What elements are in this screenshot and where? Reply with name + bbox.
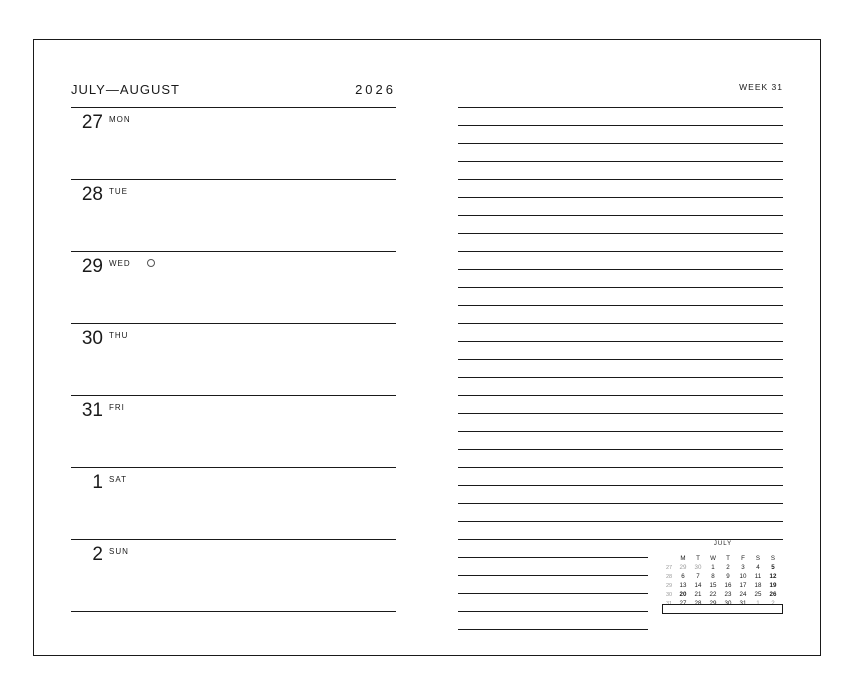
day-divider-line xyxy=(71,539,396,540)
mini-weekday-header: T xyxy=(726,555,730,562)
day-number: 2 xyxy=(92,544,103,565)
day-divider-line xyxy=(71,107,396,108)
note-line xyxy=(458,377,783,378)
mini-calendar-day: 31 xyxy=(739,600,747,607)
mini-calendar-day: 27 xyxy=(679,600,687,607)
mini-calendar-day: 30 xyxy=(694,564,702,571)
mini-calendar-day: 17 xyxy=(739,582,747,589)
mini-calendar-day: 21 xyxy=(694,591,702,598)
day-divider-line xyxy=(71,323,396,324)
note-line xyxy=(458,143,783,144)
mini-calendar-day: 9 xyxy=(726,573,730,580)
note-line xyxy=(458,215,783,216)
mini-calendar-day: 18 xyxy=(754,582,762,589)
mini-calendar-day: 23 xyxy=(724,591,732,598)
day-number: 30 xyxy=(81,328,103,349)
note-line xyxy=(458,521,783,522)
note-line xyxy=(458,179,783,180)
note-line xyxy=(458,233,783,234)
month-range-heading: JULY—AUGUST xyxy=(71,82,180,97)
day-name: TUE xyxy=(109,187,128,196)
mini-week-number: 31 xyxy=(665,601,673,607)
mini-calendar-day: 5 xyxy=(771,564,775,571)
note-line xyxy=(458,323,783,324)
mini-calendar-day: 2 xyxy=(726,564,730,571)
mini-calendar-day: 1 xyxy=(711,564,715,571)
day-divider-line xyxy=(71,179,396,180)
mini-calendar-day: 3 xyxy=(741,564,745,571)
week-label: WEEK 31 xyxy=(739,82,783,92)
note-line xyxy=(458,395,783,396)
note-line xyxy=(458,197,783,198)
mini-calendar-day: 13 xyxy=(679,582,687,589)
day-number: 27 xyxy=(81,112,103,133)
mini-weekday-header: S xyxy=(755,555,761,562)
note-line xyxy=(458,557,648,558)
mini-week-number: 28 xyxy=(665,574,673,580)
mini-calendar-day: 6 xyxy=(681,573,685,580)
day-name: THU xyxy=(109,331,129,340)
mini-calendar-day: 8 xyxy=(711,573,715,580)
note-line xyxy=(458,629,648,630)
mini-week-number: 27 xyxy=(665,565,673,571)
note-line xyxy=(458,341,783,342)
note-line xyxy=(458,125,783,126)
mini-calendar-day: 11 xyxy=(754,573,762,580)
day-number: 31 xyxy=(81,400,103,421)
day-name: MON xyxy=(109,115,131,124)
mini-calendar-day: 7 xyxy=(696,573,700,580)
note-line xyxy=(458,467,783,468)
mini-calendar-day: 1 xyxy=(756,600,760,607)
mini-calendar-month: JULY xyxy=(713,541,733,547)
mini-calendar-day: 16 xyxy=(724,582,732,589)
day-name: SAT xyxy=(109,475,127,484)
day-name: SUN xyxy=(109,547,129,556)
mini-weekday-header: M xyxy=(680,555,686,562)
mini-calendar-day: 15 xyxy=(709,582,717,589)
note-line xyxy=(458,593,648,594)
note-line xyxy=(458,503,783,504)
note-line xyxy=(458,269,783,270)
note-line xyxy=(458,413,783,414)
note-line xyxy=(458,431,783,432)
note-line xyxy=(458,287,783,288)
mini-weekday-header: W xyxy=(710,555,716,562)
day-divider-line xyxy=(71,395,396,396)
note-line xyxy=(458,575,648,576)
year-heading: 2026 xyxy=(355,82,396,97)
mini-calendar-day: 30 xyxy=(724,600,732,607)
day-divider-line xyxy=(71,611,396,612)
mini-calendar-day: 19 xyxy=(769,582,777,589)
note-line xyxy=(458,485,783,486)
mini-calendar-day: 24 xyxy=(739,591,747,598)
mini-calendar-current-week-box xyxy=(662,604,783,614)
mini-weekday-header: F xyxy=(741,555,745,562)
day-name: WED xyxy=(109,259,131,268)
full-moon-icon xyxy=(147,259,155,267)
day-number: 28 xyxy=(81,184,103,205)
mini-calendar-day: 12 xyxy=(769,573,777,580)
mini-calendar-day: 2 xyxy=(771,600,775,607)
note-line xyxy=(458,611,648,612)
mini-weekday-header: T xyxy=(696,555,700,562)
day-divider-line xyxy=(71,467,396,468)
note-line xyxy=(458,161,783,162)
mini-week-number: 29 xyxy=(665,583,673,589)
note-line xyxy=(458,539,783,540)
day-name: FRI xyxy=(109,403,125,412)
mini-weekday-header: S xyxy=(770,555,776,562)
mini-calendar-day: 22 xyxy=(709,591,717,598)
note-line xyxy=(458,449,783,450)
mini-calendar-day: 14 xyxy=(694,582,702,589)
mini-calendar-day: 25 xyxy=(754,591,762,598)
note-line xyxy=(458,305,783,306)
day-divider-line xyxy=(71,251,396,252)
mini-week-number: 30 xyxy=(665,592,673,598)
note-line xyxy=(458,251,783,252)
note-line xyxy=(458,107,783,108)
mini-calendar-day: 29 xyxy=(679,564,687,571)
day-number: 29 xyxy=(81,256,103,277)
mini-calendar-day: 4 xyxy=(756,564,760,571)
mini-calendar-day: 20 xyxy=(679,591,687,598)
note-line xyxy=(458,359,783,360)
day-number: 1 xyxy=(92,472,103,493)
mini-calendar-day: 26 xyxy=(769,591,777,598)
mini-calendar-day: 28 xyxy=(694,600,702,607)
mini-calendar-day: 29 xyxy=(709,600,717,607)
mini-calendar-day: 10 xyxy=(739,573,747,580)
